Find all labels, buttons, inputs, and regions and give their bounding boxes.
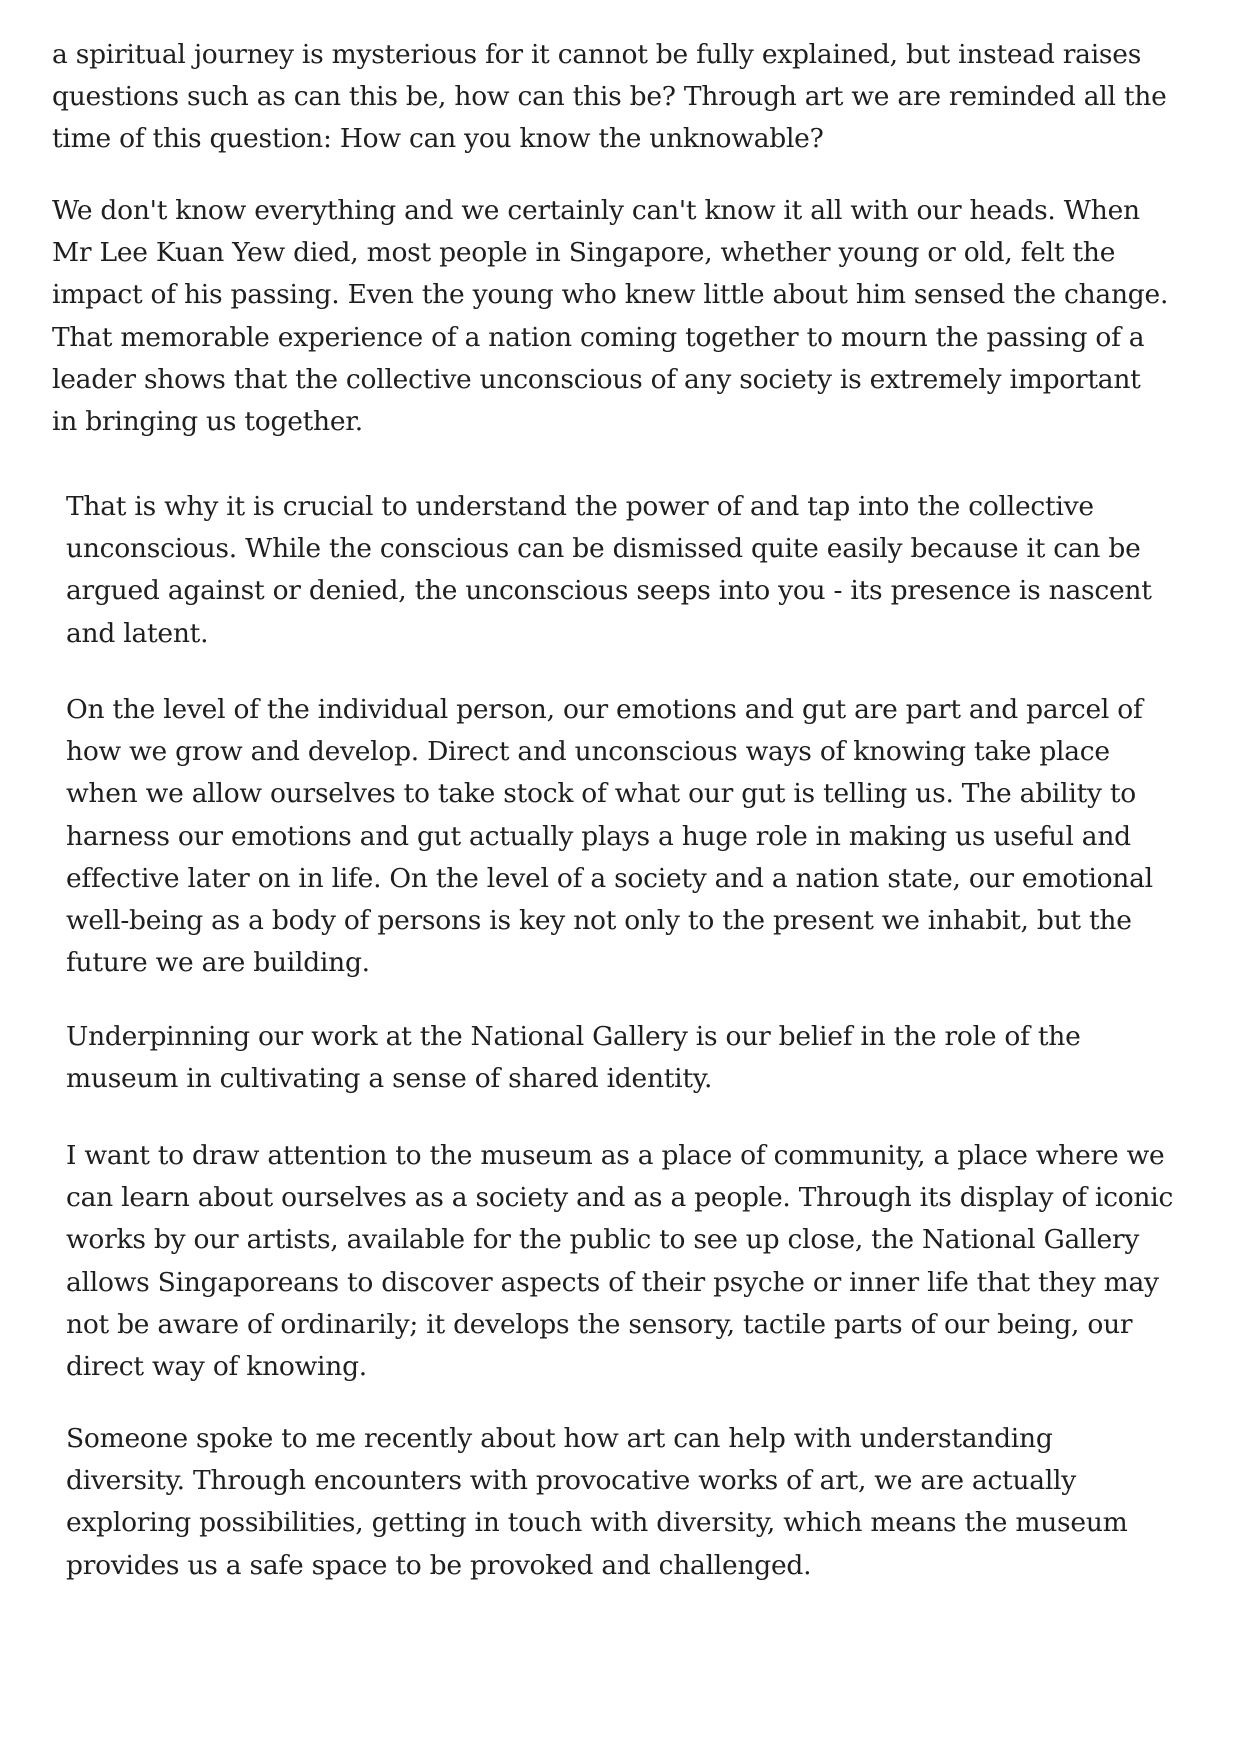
text-line: argued against or denied, the unconscious seeps into you - its presence is nascent (66, 575, 1152, 607)
text-line: questions such as can this be, how can this be? Through art we are reminded all the (52, 81, 1167, 113)
text-line: time of this question: How can you know the unknowable? (52, 123, 824, 155)
text-line: Mr Lee Kuan Yew died, most people in Singapore, whether young or old, felt the (52, 237, 1116, 269)
paragraph-museum-community (66, 1135, 1173, 1388)
text-line: On the level of the individual person, our emotions and gut are part and parcel of (66, 694, 1143, 725)
paragraph-diversity (66, 1418, 1128, 1587)
paragraph-individual-person (66, 689, 1153, 984)
text-line: effective later on in life. On the level of a society and a nation state, our emotional (66, 862, 1153, 894)
paragraph-spiritual-journey (52, 34, 1167, 161)
text-line: allows Singaporeans to discover aspects of their psyche or inner life that they may (66, 1266, 1159, 1298)
text-line: a spiritual journey is mysterious for it cannot be fully explained, but instead raises (52, 39, 1142, 70)
text-line: We don't know everything and we certainly can't know it all with our heads. When (52, 195, 1140, 226)
paragraph-national-gallery (66, 1016, 1081, 1100)
paragraph-collective-unconscious (66, 486, 1152, 655)
text-line: museum in cultivating a sense of shared identity. (66, 1063, 713, 1095)
text-line: That memorable experience of a nation coming together to mourn the passing of a (52, 321, 1145, 353)
text-line: direct way of knowing. (66, 1351, 367, 1383)
text-line: well-being as a body of persons is key not only to the present we inhabit, but the (66, 905, 1132, 937)
text-line: future we are building. (66, 947, 370, 979)
text-line: Someone spoke to me recently about how art can help with understanding (66, 1423, 1053, 1454)
text-line: provides us a safe space to be provoked and challenged. (66, 1549, 812, 1581)
text-line: can learn about ourselves as a society and as a people. Through its display of iconic (66, 1182, 1174, 1214)
text-line: harness our emotions and gut actually plays a huge role in making us useful and (66, 820, 1131, 852)
text-line: and latent. (66, 617, 209, 649)
text-line: in bringing us together. (52, 406, 363, 438)
text-line: when we allow ourselves to take stock of what our gut is telling us. The ability to (66, 778, 1136, 810)
text-line: That is why it is crucial to understand the power of and tap into the collective (66, 491, 1094, 522)
text-line: Underpinning our work at the National Gallery is our belief in the role of the (66, 1021, 1081, 1052)
paragraph-lee-kuan-yew (52, 190, 1168, 443)
text-line: not be aware of ordinarily; it develops the sensory, tactile parts of our being, our (66, 1308, 1133, 1340)
text-line: unconscious. While the conscious can be dismissed quite easily because it can be (66, 533, 1141, 565)
text-line: leader shows that the collective unconscious of any society is extremely important (52, 363, 1141, 395)
text-line: how we grow and develop. Direct and unconscious ways of knowing take place (66, 736, 1110, 768)
text-line: impact of his passing. Even the young who knew little about him sensed the change. (52, 279, 1169, 311)
text-line: exploring possibilities, getting in touch with diversity, which means the museum (66, 1507, 1128, 1539)
text-line: diversity. Through encounters with provocative works of art, we are actually (66, 1465, 1076, 1497)
text-line: works by our artists, available for the public to see up close, the National Gallery (66, 1224, 1140, 1256)
text-line: I want to draw attention to the museum as a place of community, a place where we (66, 1140, 1165, 1171)
